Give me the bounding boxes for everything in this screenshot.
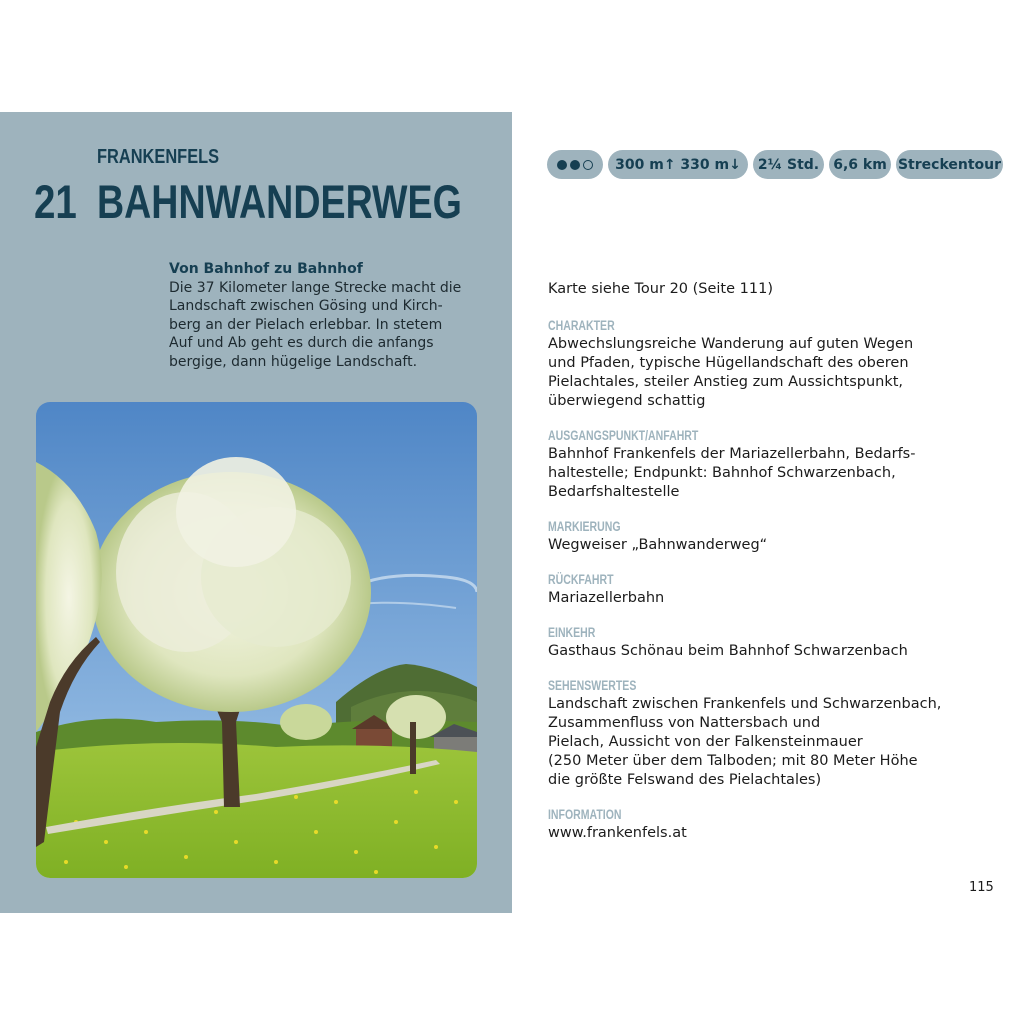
page-number: 115 bbox=[969, 880, 994, 895]
section-line: (250 Meter über dem Talboden; mit 80 Meter Höhe bbox=[548, 753, 918, 769]
section-line: Wegweiser „Bahnwanderweg“ bbox=[548, 537, 768, 553]
section-line: Landschaft zwischen Frankenfels und Schwarzenbach, bbox=[548, 696, 942, 712]
info-sections bbox=[548, 317, 988, 843]
section-body bbox=[548, 824, 988, 843]
section-body bbox=[548, 695, 988, 790]
tour-facts-badges bbox=[547, 150, 1003, 180]
map-reference: Karte siehe Tour 20 (Seite 111) bbox=[548, 281, 773, 297]
section-line: Pielachtales, steiler Anstieg zum Aussichtspunkt, bbox=[548, 374, 904, 390]
info-section bbox=[548, 677, 988, 790]
section-line: Mariazellerbahn bbox=[548, 590, 665, 606]
tour-title: BAHNWANDERWEG bbox=[97, 175, 462, 228]
difficulty-badge bbox=[547, 150, 603, 179]
section-title: EINKEHR bbox=[548, 625, 596, 640]
section-line: Gasthaus Schönau beim Bahnhof Schwarzenbach bbox=[548, 643, 908, 659]
distance-badge: 6,6 km bbox=[829, 150, 891, 179]
tour-info-column bbox=[548, 280, 988, 859]
section-line: die größte Felswand des Pielachtales) bbox=[548, 772, 822, 788]
info-section bbox=[548, 317, 988, 411]
duration-badge: 2¼ Std. bbox=[753, 150, 824, 179]
section-line: überwiegend schattig bbox=[548, 393, 706, 409]
section-title: AUSGANGSPUNKT/ANFAHRT bbox=[548, 428, 699, 443]
difficulty-dot-filled-icon bbox=[557, 160, 567, 170]
intro-line: Landschaft zwischen Gösing und Kirch- bbox=[169, 298, 443, 315]
landscape-photo bbox=[36, 402, 477, 878]
section-line: Bedarfshaltestelle bbox=[548, 484, 680, 500]
section-title: CHARAKTER bbox=[548, 318, 615, 333]
tour-number: 21 bbox=[34, 175, 77, 228]
tour-type-badge: Streckentour bbox=[896, 150, 1003, 179]
difficulty-dot-empty-icon bbox=[583, 160, 593, 170]
info-section bbox=[548, 624, 988, 661]
section-line: Abwechslungsreiche Wanderung auf guten Wegen bbox=[548, 336, 914, 352]
section-body bbox=[548, 589, 988, 608]
section-body bbox=[548, 335, 988, 411]
section-title: INFORMATION bbox=[548, 807, 622, 822]
difficulty-dots bbox=[557, 160, 593, 170]
section-body bbox=[548, 445, 988, 502]
intro-line: berg an der Pielach erlebbar. In stetem bbox=[169, 316, 443, 333]
section-title: MARKIERUNG bbox=[548, 519, 621, 534]
info-section bbox=[548, 518, 988, 555]
info-section bbox=[548, 427, 988, 502]
section-line: www.frankenfels.at bbox=[548, 825, 687, 841]
intro-subtitle: Von Bahnhof zu Bahnhof bbox=[169, 261, 363, 277]
info-section bbox=[548, 806, 988, 843]
intro-text-block bbox=[169, 260, 489, 372]
difficulty-dot-filled-icon bbox=[570, 160, 580, 170]
info-section bbox=[548, 571, 988, 608]
intro-line: bergige, dann hügelige Landschaft. bbox=[169, 353, 418, 370]
region-label: FRANKENFELS bbox=[97, 146, 220, 168]
section-body bbox=[548, 536, 988, 555]
intro-line: Die 37 Kilometer lange Strecke macht die bbox=[169, 279, 462, 296]
section-line: Bahnhof Frankenfels der Mariazellerbahn, Bedarfs- bbox=[548, 446, 916, 462]
section-line: und Pfaden, typische Hügellandschaft des oberen bbox=[548, 355, 909, 371]
section-line: Zusammenfluss von Nattersbach und bbox=[548, 715, 821, 731]
section-title: RÜCKFAHRT bbox=[548, 572, 614, 587]
elevation-badge: 300 m↑ 330 m↓ bbox=[608, 150, 748, 179]
section-title: SEHENSWERTES bbox=[548, 678, 637, 693]
intro-line: Auf und Ab geht es durch die anfangs bbox=[169, 335, 434, 352]
section-line: Pielach, Aussicht von der Falkensteinmauer bbox=[548, 734, 863, 750]
section-body bbox=[548, 642, 988, 661]
section-line: haltestelle; Endpunkt: Bahnhof Schwarzenbach, bbox=[548, 465, 896, 481]
